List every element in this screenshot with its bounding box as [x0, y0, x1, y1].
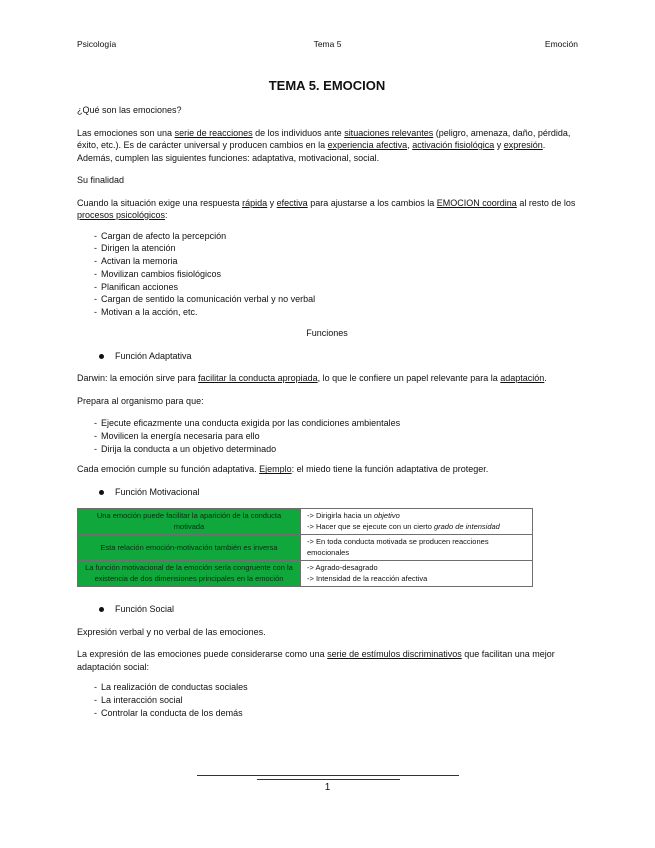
table-cell: Una emoción puede facilitar la aparición de la conducta motivada — [78, 509, 301, 535]
list-item: - Motivan a la acción, etc. — [77, 306, 577, 319]
example-paragraph: Cada emoción cumple su función adaptativa. Ejemplo: el miedo tiene la función adaptativa de proteger. — [77, 464, 489, 475]
funcion-social-heading: Función Social — [77, 603, 577, 616]
list-item: - Ejecute eficazmente una conducta exigida por las condiciones ambientales — [77, 417, 577, 430]
header-chapter: Emoción — [544, 39, 578, 49]
prepara-paragraph: Prepara al organismo para que: — [77, 395, 204, 406]
footer-divider — [257, 779, 400, 780]
list-item: - Dirigen la atención — [77, 242, 577, 255]
adaptation-list — [77, 417, 577, 455]
header-subject: Psicología — [77, 39, 117, 49]
list-item: - Movilizan cambios fisiológicos — [77, 268, 577, 281]
table-cell: -> Agrado-desagrado -> Intensidad de la reacción afectiva — [301, 561, 533, 587]
list-item: - Dirija la conducta a un objetivo determinado — [77, 443, 577, 456]
list-item: - La realización de conductas sociales — [77, 681, 577, 694]
header-topic: Tema 5 — [313, 39, 342, 49]
list-item: - Cargan de afecto la percepción — [77, 230, 577, 243]
darwin-paragraph: Darwin: la emoción sirve para facilitar la conducta apropiada, lo que le confiere un papel relevante para la adaptación. — [77, 373, 547, 384]
expression-paragraph: La expresión de las emociones puede considerarse como una serie de estímulos discriminativos que facilitan una mejor adaptación social: — [77, 649, 555, 672]
table-cell: Esta relación emoción-motivación también es inversa — [78, 535, 301, 561]
question-heading: ¿Qué son las emociones? — [77, 105, 182, 115]
table-row — [78, 509, 533, 535]
list-item: - Controlar la conducta de los demás — [77, 707, 577, 720]
motivational-table — [77, 508, 533, 587]
funcion-adaptativa-heading: Función Adaptativa — [77, 350, 577, 363]
list-item: - Cargan de sentido la comunicación verbal y no verbal — [77, 293, 577, 306]
funcion-motivacional-heading: Función Motivacional — [77, 486, 577, 499]
table-row — [78, 535, 533, 561]
list-item: - Activan la memoria — [77, 255, 577, 268]
processes-list — [77, 230, 577, 320]
finalidad-paragraph: Cuando la situación exige una respuesta rápida y efectiva para ajustarse a los cambios la EMOCION coordina al resto de los procesos psicológicos: — [77, 197, 576, 220]
page-content — [77, 78, 577, 728]
social-list — [77, 681, 577, 719]
footer-divider — [197, 775, 459, 776]
page-title: TEMA 5. EMOCION — [268, 78, 386, 93]
table-row — [78, 561, 533, 587]
funciones-heading: Funciones — [306, 328, 348, 339]
table-cell: -> En toda conducta motivada se producen reacciones emocionales — [301, 535, 533, 561]
table-cell: -> Dirigirla hacia un objetivo -> Hacer que se ejecute con un cierto grado de intensidad — [301, 509, 533, 535]
social-paragraph: Expresión verbal y no verbal de las emociones. — [77, 626, 266, 637]
list-item: - Planifican acciones — [77, 281, 577, 294]
list-item: - La interacción social — [77, 694, 577, 707]
finalidad-heading: Su finalidad — [77, 175, 125, 185]
list-item: - Movilicen la energía necesaria para ello — [77, 430, 577, 443]
table-cell: La función motivacional de la emoción sería congruente con la existencia de dos dimensiones principales en la emoción — [78, 561, 301, 587]
definition-paragraph: Las emociones son una serie de reacciones de los individuos ante situaciones relevantes (peligro, amenaza, daño, pérdida, éxito, etc.). Es de carácter universal y producen cambios en la experiencia afectiva, activación fisiológica y expresión. Además, cumplen las siguientes funciones: adaptativa, motivacional, social. — [77, 127, 571, 163]
page-number: 1 — [324, 782, 331, 793]
